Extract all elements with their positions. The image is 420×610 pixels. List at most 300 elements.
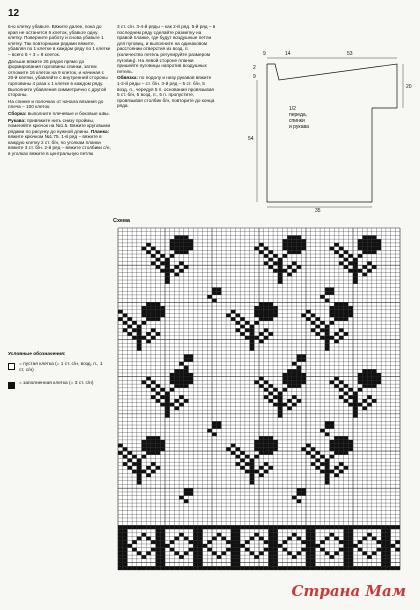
filled-cell [348, 525, 353, 529]
filled-cell [127, 317, 132, 321]
filled-cell [344, 544, 349, 548]
filled-cell [348, 533, 353, 537]
filled-cell [301, 447, 306, 451]
filled-cell [344, 466, 349, 470]
filled-cell [268, 533, 273, 537]
filled-cell [330, 291, 335, 295]
filled-cell [160, 254, 165, 258]
filled-cell [118, 563, 123, 567]
sleeve-paragraph: Рукава: привяжите нить снизу проймы, поменяйте крючок на №1.5. Вяжите круговыми рядами по рисунку до нужной длины. Планка: вяжите крючком №1.75. 1-й ряд – вяжите в каждую клетку 2 ст. б/н, по уголкам планки вяжите 3 ст. б/н. 2-й ряд – вяжите столбики с/н, в уголках вяжите в центральную петлю [8, 117, 111, 157]
filled-cell [325, 525, 330, 529]
filled-cell [278, 399, 283, 403]
filled-cell [315, 466, 320, 470]
filled-cell [240, 332, 245, 336]
filled-cell [362, 243, 367, 247]
filled-cell [170, 525, 175, 529]
filled-cell [358, 269, 363, 273]
filled-cell [160, 548, 165, 552]
filled-cell [146, 384, 151, 388]
filled-cell [287, 525, 292, 529]
filled-cell [268, 250, 273, 254]
filled-cell [301, 314, 306, 318]
filled-cell [156, 548, 161, 552]
filled-cell [283, 566, 288, 570]
filled-cell [231, 537, 236, 541]
filled-cell [245, 455, 250, 459]
filled-cell [381, 544, 386, 548]
filled-cell [344, 451, 349, 455]
filled-cell [292, 269, 297, 273]
filled-cell [283, 243, 288, 247]
filled-cell [226, 525, 231, 529]
filled-cell [156, 444, 161, 448]
filled-cell [174, 537, 179, 541]
filled-cell [179, 525, 184, 529]
filled-cell [273, 559, 278, 563]
legend-title: Условные обозначения: [8, 352, 66, 357]
filled-cell [146, 447, 151, 451]
filled-cell [339, 470, 344, 474]
filled-cell [311, 525, 316, 529]
filled-cell [348, 314, 353, 318]
filled-cell [236, 447, 241, 451]
filled-cell [198, 555, 203, 559]
filled-cell [325, 470, 330, 474]
filled-cell [386, 551, 391, 555]
filled-cell [198, 548, 203, 552]
filled-cell [330, 444, 335, 448]
filled-cell [118, 317, 123, 321]
filled-cell [287, 265, 292, 269]
filled-cell [146, 340, 151, 344]
filled-cell [193, 544, 198, 548]
filled-cell [348, 551, 353, 555]
filled-cell [259, 250, 264, 254]
filled-cell [339, 306, 344, 310]
filled-cell [301, 358, 306, 362]
filled-cell [174, 399, 179, 403]
filled-cell [231, 566, 236, 570]
filled-cell [156, 250, 161, 254]
filled-cell [353, 414, 358, 418]
filled-cell [123, 548, 128, 552]
filled-cell [123, 563, 128, 567]
filled-cell [142, 336, 147, 340]
filled-cell [193, 533, 198, 537]
filled-cell [320, 455, 325, 459]
filled-cell [170, 254, 175, 258]
filled-cell [348, 559, 353, 563]
filled-cell [297, 369, 302, 373]
filled-cell [264, 525, 269, 529]
filled-cell [165, 280, 170, 284]
filled-cell [391, 525, 396, 529]
filled-cell [250, 466, 255, 470]
filled-cell [259, 340, 264, 344]
filled-cell [137, 336, 142, 340]
filled-cell [344, 548, 349, 552]
filled-cell [311, 447, 316, 451]
filled-cell [268, 436, 273, 440]
filled-cell [259, 314, 264, 318]
filled-cell [245, 540, 250, 544]
filled-cell [240, 544, 245, 548]
filled-cell [377, 525, 382, 529]
filled-cell [315, 317, 320, 321]
filled-cell [283, 388, 288, 392]
filled-cell [325, 343, 330, 347]
filled-cell [156, 332, 161, 336]
filled-cell [203, 525, 208, 529]
filled-cell [156, 317, 161, 321]
filled-cell [334, 537, 339, 541]
filled-cell [250, 343, 255, 347]
plank-heading: Планка: [90, 128, 110, 134]
filled-cell [292, 395, 297, 399]
filled-cell [287, 551, 292, 555]
filled-cell [297, 373, 302, 377]
filled-cell [137, 347, 142, 351]
filled-cell [137, 551, 142, 555]
filled-cell [212, 299, 217, 303]
filled-cell [189, 354, 194, 358]
filled-cell [273, 566, 278, 570]
filled-cell [353, 544, 358, 548]
filled-cell [146, 466, 151, 470]
filled-cell [339, 261, 344, 265]
filled-cell [137, 340, 142, 344]
filled-cell [250, 481, 255, 485]
filled-cell [193, 566, 198, 570]
filled-cell [367, 377, 372, 381]
filled-cell [344, 399, 349, 403]
filled-cell [311, 566, 316, 570]
filled-cell [212, 425, 217, 429]
filled-cell [212, 421, 217, 425]
filled-cell [325, 462, 330, 466]
filled-cell [273, 395, 278, 399]
filled-cell [184, 380, 189, 384]
filled-cell [123, 529, 128, 533]
filled-cell [250, 551, 255, 555]
filled-cell [123, 525, 128, 529]
filled-cell [264, 440, 269, 444]
filled-cell [320, 525, 325, 529]
filled-cell [212, 432, 217, 436]
filled-cell [353, 399, 358, 403]
filled-cell [292, 496, 297, 500]
filled-cell [250, 537, 255, 541]
filled-cell [240, 566, 245, 570]
filled-cell [174, 406, 179, 410]
filled-cell [170, 388, 175, 392]
filled-cell [372, 525, 377, 529]
filled-cell [292, 239, 297, 243]
filled-cell [320, 321, 325, 325]
filled-cell [123, 566, 128, 570]
filled-cell [179, 250, 184, 254]
filled-cell [358, 254, 363, 258]
filled-cell [283, 540, 288, 544]
filled-cell [372, 566, 377, 570]
filled-cell [151, 328, 156, 332]
filled-cell [254, 440, 259, 444]
diagram-center-label: переда, [289, 112, 308, 118]
filled-cell [264, 388, 269, 392]
filled-cell [193, 540, 198, 544]
filled-cell [184, 354, 189, 358]
filled-cell [386, 533, 391, 537]
filled-cell [193, 548, 198, 552]
filled-cell [278, 265, 283, 269]
filled-cell [217, 421, 222, 425]
filled-cell [259, 473, 264, 477]
filled-cell [193, 529, 198, 533]
filled-cell [151, 395, 156, 399]
diagram-center-label: и рукава [289, 124, 309, 130]
filled-cell [184, 265, 189, 269]
filled-cell [231, 563, 236, 567]
filled-cell [268, 306, 273, 310]
filled-cell [311, 540, 316, 544]
dim-label: 9 [253, 74, 256, 80]
filled-cell [151, 310, 156, 314]
filled-cell [179, 362, 184, 366]
filled-cell [325, 332, 330, 336]
filled-cell [156, 537, 161, 541]
filled-cell [170, 377, 175, 381]
filled-cell [198, 566, 203, 570]
filled-cell [268, 399, 273, 403]
filled-cell [137, 473, 142, 477]
filled-cell [254, 306, 259, 310]
filled-cell [231, 559, 236, 563]
filled-cell [334, 250, 339, 254]
filled-cell [353, 258, 358, 262]
filled-cell [339, 317, 344, 321]
filled-cell [123, 321, 128, 325]
schema-title: Схема [113, 218, 130, 224]
filled-cell [330, 321, 335, 325]
filled-cell [254, 336, 259, 340]
filled-cell [297, 525, 302, 529]
filled-cell [362, 525, 367, 529]
filled-cell [259, 332, 264, 336]
filled-cell [198, 563, 203, 567]
filled-cell [151, 388, 156, 392]
filled-cell [367, 235, 372, 239]
diagram-center-label: 1/2 [289, 106, 296, 112]
filled-cell [311, 551, 316, 555]
filled-cell [184, 492, 189, 496]
filled-cell [132, 328, 137, 332]
filled-cell [156, 529, 161, 533]
filled-cell [339, 540, 344, 544]
filled-cell [268, 332, 273, 336]
filled-cell [339, 310, 344, 314]
filled-cell [334, 447, 339, 451]
filled-cell [146, 302, 151, 306]
filled-cell [283, 380, 288, 384]
filled-cell [273, 310, 278, 314]
filled-cell [367, 250, 372, 254]
filled-cell [362, 384, 367, 388]
filled-cell [306, 563, 311, 567]
filled-cell [287, 369, 292, 373]
filled-cell [353, 273, 358, 277]
filled-cell [254, 380, 259, 384]
filled-cell [193, 559, 198, 563]
filled-cell [189, 540, 194, 544]
filled-cell [127, 325, 132, 329]
filled-cell [179, 384, 184, 388]
filled-cell [358, 566, 363, 570]
filled-cell [320, 470, 325, 474]
filled-cell [362, 551, 367, 555]
filled-cell [315, 325, 320, 329]
filled-cell [207, 429, 212, 433]
filled-cell [156, 525, 161, 529]
filled-cell [339, 462, 344, 466]
filled-cell [160, 525, 165, 529]
filled-cell [118, 555, 123, 559]
filled-cell [245, 321, 250, 325]
filled-cell [160, 563, 165, 567]
filled-cell [236, 529, 241, 533]
filled-cell [268, 529, 273, 533]
filled-cell [236, 328, 241, 332]
filled-cell [184, 358, 189, 362]
filled-cell [170, 239, 175, 243]
filled-cell [273, 306, 278, 310]
filled-cell [240, 451, 245, 455]
filled-cell [278, 414, 283, 418]
filled-cell [283, 254, 288, 258]
filled-cell [179, 496, 184, 500]
filled-cell [264, 436, 269, 440]
filled-cell [231, 548, 236, 552]
filled-cell [151, 261, 156, 265]
filled-cell [179, 377, 184, 381]
filled-cell [189, 373, 194, 377]
filled-cell [278, 395, 283, 399]
filled-cell [334, 332, 339, 336]
filled-cell [287, 243, 292, 247]
filled-cell [287, 235, 292, 239]
filled-cell [334, 384, 339, 388]
filled-cell [283, 377, 288, 381]
filled-cell [372, 247, 377, 251]
filled-cell [264, 462, 269, 466]
filled-cell [367, 525, 372, 529]
filled-cell [179, 566, 184, 570]
filled-cell [292, 555, 297, 559]
filled-cell [146, 317, 151, 321]
filled-cell [123, 328, 128, 332]
filled-cell [264, 328, 269, 332]
filled-cell [330, 525, 335, 529]
filled-cell [221, 525, 226, 529]
filled-cell [268, 444, 273, 448]
filled-cell [151, 451, 156, 455]
filled-cell [212, 566, 217, 570]
filled-cell [193, 537, 198, 541]
filled-cell [118, 533, 123, 537]
filled-cell [301, 380, 306, 384]
filled-cell [344, 436, 349, 440]
filled-cell [146, 525, 151, 529]
filled-cell [217, 566, 222, 570]
filled-cell [301, 373, 306, 377]
filled-cell [339, 548, 344, 552]
filled-cell [264, 470, 269, 474]
filled-cell [344, 440, 349, 444]
filled-cell [236, 566, 241, 570]
filled-cell [268, 559, 273, 563]
filled-cell [306, 533, 311, 537]
filled-cell [226, 447, 231, 451]
filled-cell [367, 395, 372, 399]
filled-cell [287, 373, 292, 377]
filled-cell [287, 384, 292, 388]
filled-cell [334, 473, 339, 477]
filled-cell [372, 265, 377, 269]
filled-cell [301, 377, 306, 381]
filled-cell [297, 537, 302, 541]
filled-cell [189, 566, 194, 570]
filled-cell [348, 537, 353, 541]
filled-cell [297, 566, 302, 570]
filled-cell [137, 466, 142, 470]
filled-cell [132, 462, 137, 466]
filled-cell [367, 403, 372, 407]
filled-cell [348, 447, 353, 451]
filled-cell [137, 343, 142, 347]
filled-cell [156, 436, 161, 440]
filled-cell [367, 555, 372, 559]
filled-cell [151, 444, 156, 448]
filled-cell [353, 265, 358, 269]
filled-cell [212, 287, 217, 291]
filled-cell [146, 377, 151, 381]
filled-cell [381, 566, 386, 570]
filled-cell [254, 525, 259, 529]
filled-cell [273, 540, 278, 544]
filled-cell [151, 436, 156, 440]
filled-cell [123, 555, 128, 559]
garment-outline [267, 64, 397, 108]
filled-cell [334, 466, 339, 470]
filled-cell [264, 261, 269, 265]
filled-cell [325, 299, 330, 303]
filled-cell [367, 533, 372, 537]
filled-cell [189, 380, 194, 384]
filled-cell [283, 525, 288, 529]
filled-cell [174, 235, 179, 239]
filled-cell [358, 540, 363, 544]
filled-cell [306, 551, 311, 555]
filled-cell [189, 358, 194, 362]
filled-cell [301, 540, 306, 544]
filled-cell [292, 533, 297, 537]
filled-cell [146, 250, 151, 254]
filled-cell [240, 325, 245, 329]
filled-cell [160, 440, 165, 444]
filled-cell [118, 548, 123, 552]
filled-cell [301, 247, 306, 251]
filled-cell [273, 529, 278, 533]
filled-cell [250, 462, 255, 466]
